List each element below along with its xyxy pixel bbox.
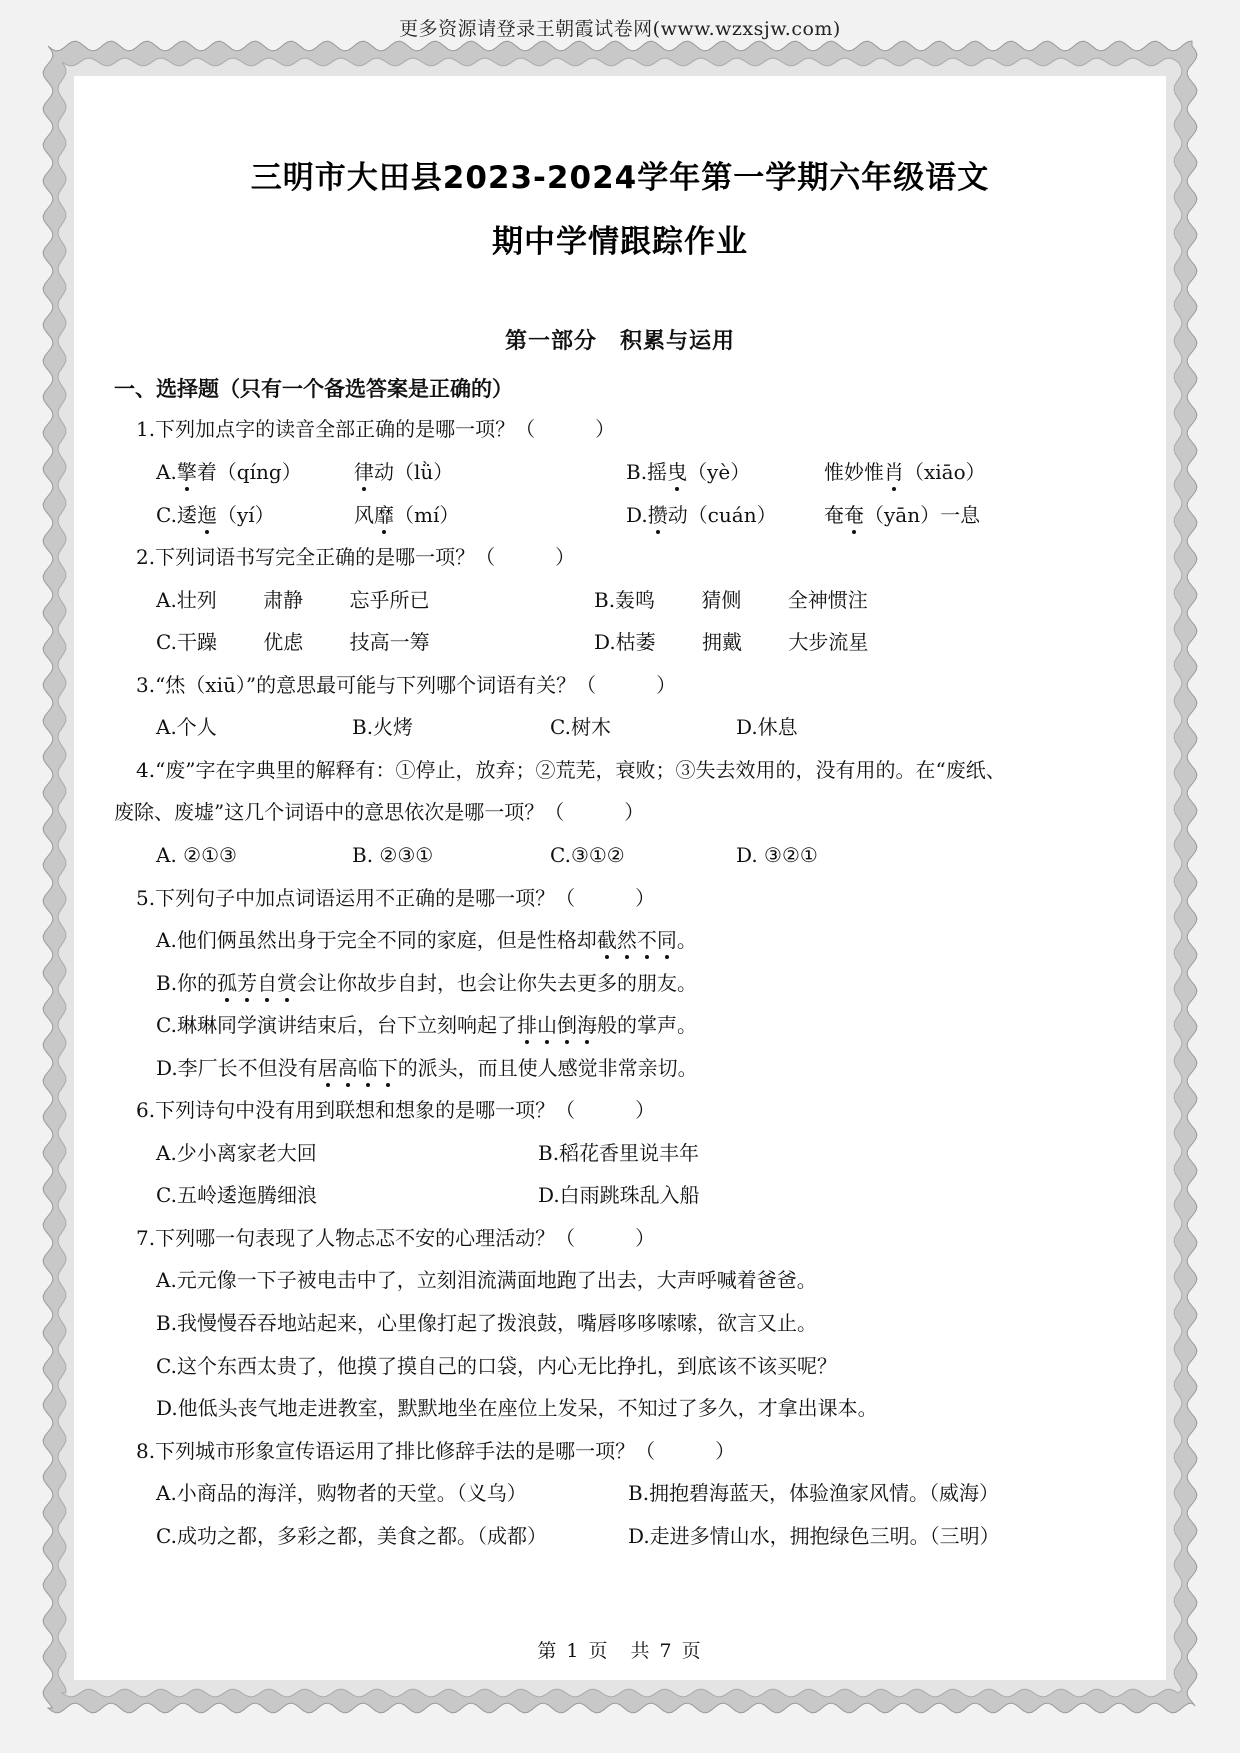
q8-stem: 8.下列城市形象宣传语运用了排比修辞手法的是哪一项？（ ） [136, 1439, 736, 1463]
q6-option-c: C.五岭逶迤腾细浪 [156, 1183, 317, 1207]
q5-option-a: A.他们俩虽然出身于完全不同的家庭，但是性格却截然不同。 [156, 928, 697, 952]
q7-option-a: A.元元像一下子被电击中了，立刻泪流满面地跑了出去，大声呼喊着爸爸。 [156, 1268, 817, 1292]
section-title: 一、选择题（只有一个备选答案是正确的） [114, 377, 513, 401]
q2-option-c: C.干躁 优虑 技高一筹 [156, 630, 430, 654]
q1-stem: 1.下列加点字的读音全部正确的是哪一项？（ ） [136, 417, 616, 441]
q3-stem: 3.“烋（xiū）”的意思最可能与下列哪个词语有关？（ ） [136, 673, 677, 697]
q5-option-b: B.你的孤芳自赏会让你故步自封，也会让你失去更多的朋友。 [156, 971, 698, 995]
q5-option-d: D.李厂长不但没有居高临下的派头，而且使人感觉非常亲切。 [156, 1056, 698, 1080]
q3-option-a: A.个人 [156, 715, 217, 739]
q8-option-b: B.拥抱碧海蓝天，体验渔家风情。（威海） [628, 1481, 1000, 1505]
part-title: 第一部分 积累与运用 [504, 329, 735, 354]
q5-option-c: C.琳琳同学演讲结束后，台下立刻响起了排山倒海般的掌声。 [156, 1013, 697, 1037]
q3-option-c: C.树木 [550, 715, 611, 739]
q1-option-a-2: 律动（lǜ） [354, 460, 454, 484]
q1-option-b-2: 惟妙惟肖（xiāo） [824, 460, 986, 484]
exam-title-line2: 期中学情跟踪作业 [492, 224, 748, 260]
site-banner: 更多资源请登录王朝霞试卷网(www.wzxsjw.com) [399, 18, 841, 40]
q8-option-d: D.走进多情山水，拥抱绿色三明。（三明） [628, 1524, 1000, 1548]
q1-option-c-2: 风靡（mí） [354, 503, 460, 527]
q2-option-b: B.轰鸣 猜侧 全神惯注 [594, 588, 868, 612]
q5-stem: 5.下列句子中加点词语运用不正确的是哪一项？（ ） [136, 886, 656, 910]
q2-stem: 2.下列词语书写完全正确的是哪一项？（ ） [136, 545, 576, 569]
q4-stem-line1: 4.“废”字在字典里的解释有：①停止，放弃；②荒芜，衰败；③失去效用的，没有用的。在“废纸、 [136, 758, 1006, 782]
q1-option-c-1: C.逶迤（yí） [156, 503, 275, 527]
q7-stem: 7.下列哪一句表现了人物忐忑不安的心理活动？（ ） [136, 1226, 656, 1250]
q4-option-d: D. ③②① [736, 843, 818, 867]
q7-option-c: C.这个东西太贵了，他摸了摸自己的口袋，内心无比挣扎，到底该不该买呢？ [156, 1354, 837, 1378]
q3-option-b: B.火烤 [352, 715, 414, 739]
q4-option-a: A. ②①③ [156, 843, 237, 867]
q1-option-b-1: B.摇曳（yè） [626, 460, 751, 484]
q1-option-a-1: A.擎着（qíng） [156, 460, 302, 484]
q2-option-a: A.壮列 肃静 忘乎所已 [156, 588, 430, 612]
q6-option-b: B.稻花香里说丰年 [538, 1141, 700, 1165]
q8-option-c: C.成功之都，多彩之都，美食之都。（成都） [156, 1524, 547, 1548]
q6-option-d: D.白雨跳珠乱入船 [538, 1183, 700, 1207]
q7-option-d: D.他低头丧气地走进教室，默默地坐在座位上发呆，不知过了多久，才拿出课本。 [156, 1396, 878, 1420]
exam-title-line1: 三明市大田县2023-2024学年第一学期六年级语文 [250, 160, 990, 196]
q8-option-a: A.小商品的海洋，购物者的天堂。（义乌） [156, 1481, 527, 1505]
q6-stem: 6.下列诗句中没有用到联想和想象的是哪一项？（ ） [136, 1098, 656, 1122]
q3-option-d: D.休息 [736, 715, 798, 739]
q1-option-d-2: 奄奄（yān）一息 [824, 503, 981, 527]
page-footer: 第 1 页 共 7 页 [537, 1640, 703, 1662]
q1-option-d-1: D.攒动（cuán） [626, 503, 777, 527]
q4-stem-line2: 废除、废墟”这几个词语中的意思依次是哪一项？（ ） [114, 800, 645, 824]
q2-option-d: D.枯萎 拥戴 大步流星 [594, 630, 869, 654]
q6-option-a: A.少小离家老大回 [156, 1141, 317, 1165]
q4-option-c: C.③①② [550, 843, 625, 867]
q4-option-b: B. ②③① [352, 843, 434, 867]
q7-option-b: B.我慢慢吞吞地站起来，心里像打起了拨浪鼓，嘴唇哆哆嗦嗦，欲言又止。 [156, 1311, 818, 1335]
